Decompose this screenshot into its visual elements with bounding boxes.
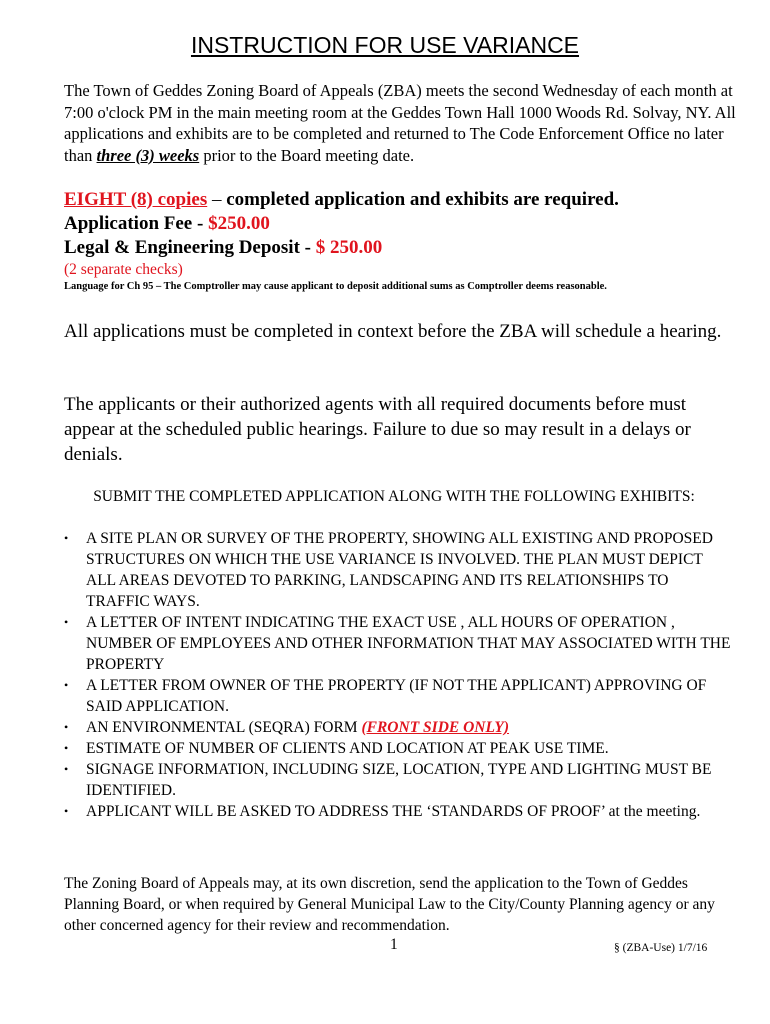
- exhibit-text: A LETTER FROM OWNER OF THE PROPERTY (IF NOT THE APPLICANT) APPROVING OF SAID APPLICATION.: [86, 677, 707, 715]
- bullet-icon: •: [64, 720, 69, 734]
- copies-line: [64, 188, 754, 212]
- intro-paragraph: [64, 80, 744, 166]
- application-fee-amount: $250.00: [208, 213, 270, 234]
- copies-text: completed application and exhibits are required.: [226, 189, 619, 210]
- application-fee-label: Application Fee -: [64, 213, 209, 234]
- intro-text-end: prior to the Board meeting date.: [199, 145, 415, 165]
- copies-dash: –: [207, 189, 227, 210]
- list-item: [64, 675, 732, 717]
- bullet-icon: •: [64, 615, 69, 629]
- deposit-line: [64, 236, 754, 260]
- appearance-paragraph: The applicants or their authorized agents with all required documents before must appear at the scheduled public hearings. Failure to due so may result in a delays or denials.: [64, 394, 691, 465]
- list-item: [64, 717, 732, 738]
- board-discretion-paragraph: The Zoning Board of Appeals may, at its own discretion, send the application to the Town of Geddes Planning Board, or when required by General Municipal Law to the City/County Planning agency or any other concerned agency for their review and recommendation.: [64, 875, 715, 934]
- bullet-icon: •: [64, 741, 69, 755]
- list-item: [64, 759, 732, 801]
- copies-label: EIGHT (8) copies: [64, 189, 208, 210]
- application-fee-line: [64, 212, 754, 236]
- list-item: [64, 801, 732, 822]
- exhibit-text: APPLICANT WILL BE ASKED TO ADDRESS THE ‘STANDARDS OF PROOF’ at the meeting.: [86, 803, 701, 820]
- bullet-icon: •: [64, 804, 69, 818]
- page-title: INSTRUCTION FOR USE VARIANCE: [190, 32, 580, 58]
- exhibit-text: A SITE PLAN OR SURVEY OF THE PROPERTY, SHOWING ALL EXISTING AND PROPOSED STRUCTURES ON WHICH THE USE VARIANCE IS INVOLVED. THE PLAN MUST DEPICT ALL AREAS DEVOTED TO PARKING, LANDSCAPING AND ITS RELATIONSHIPS TO TRAFFIC WAYS.: [86, 530, 713, 610]
- exhibit-text: AN ENVIRONMENTAL (SEQRA) FORM: [86, 719, 362, 736]
- language-note: Language for Ch 95 – The Comptroller may cause applicant to deposit additional sums as Comptroller deems reasonable.: [64, 281, 607, 292]
- separate-checks-note: (2 separate checks): [64, 261, 183, 278]
- submit-heading: SUBMIT THE COMPLETED APPLICATION ALONG WITH THE FOLLOWING EXHIBITS:: [93, 488, 695, 505]
- list-item: [64, 612, 732, 675]
- completion-paragraph: All applications must be completed in context before the ZBA will schedule a hearing.: [64, 321, 722, 342]
- list-item: [64, 528, 732, 612]
- bullet-icon: •: [64, 678, 69, 692]
- seqra-front-side-note: (FRONT SIDE ONLY): [361, 719, 510, 736]
- deposit-label: Legal & Engineering Deposit -: [64, 237, 316, 258]
- exhibit-text: A LETTER OF INTENT INDICATING THE EXACT USE , ALL HOURS OF OPERATION , NUMBER OF EMPLOYEES AND OTHER INFORMATION THAT MAY ASSOCIATED WITH THE PROPERTY: [86, 614, 731, 673]
- fee-section: [64, 188, 754, 293]
- intro-deadline-emphasis: three (3) weeks: [96, 145, 200, 165]
- exhibit-text: ESTIMATE OF NUMBER OF CLIENTS AND LOCATION AT PEAK USE TIME.: [86, 740, 609, 757]
- intro-text: The Town of Geddes Zoning Board of Appeals (ZBA) meets the second Wednesday of each month at 7:00 o'clock PM in the main meeting room at the Geddes Town Hall 1000 Woods Rd. Solvay, NY. All applications and exhibits are to be completed and returned to The Code Enforcement Office no later than: [64, 81, 736, 165]
- deposit-amount: $ 250.00: [315, 237, 383, 258]
- exhibit-list: [64, 528, 732, 822]
- bullet-icon: •: [64, 762, 69, 776]
- footer-reference: § (ZBA-Use) 1/7/16: [614, 942, 708, 954]
- list-item: [64, 738, 732, 759]
- bullet-icon: •: [64, 531, 69, 545]
- page-number: 1: [390, 936, 398, 953]
- exhibit-text: SIGNAGE INFORMATION, INCLUDING SIZE, LOCATION, TYPE AND LIGHTING MUST BE IDENTIFIED.: [86, 761, 712, 799]
